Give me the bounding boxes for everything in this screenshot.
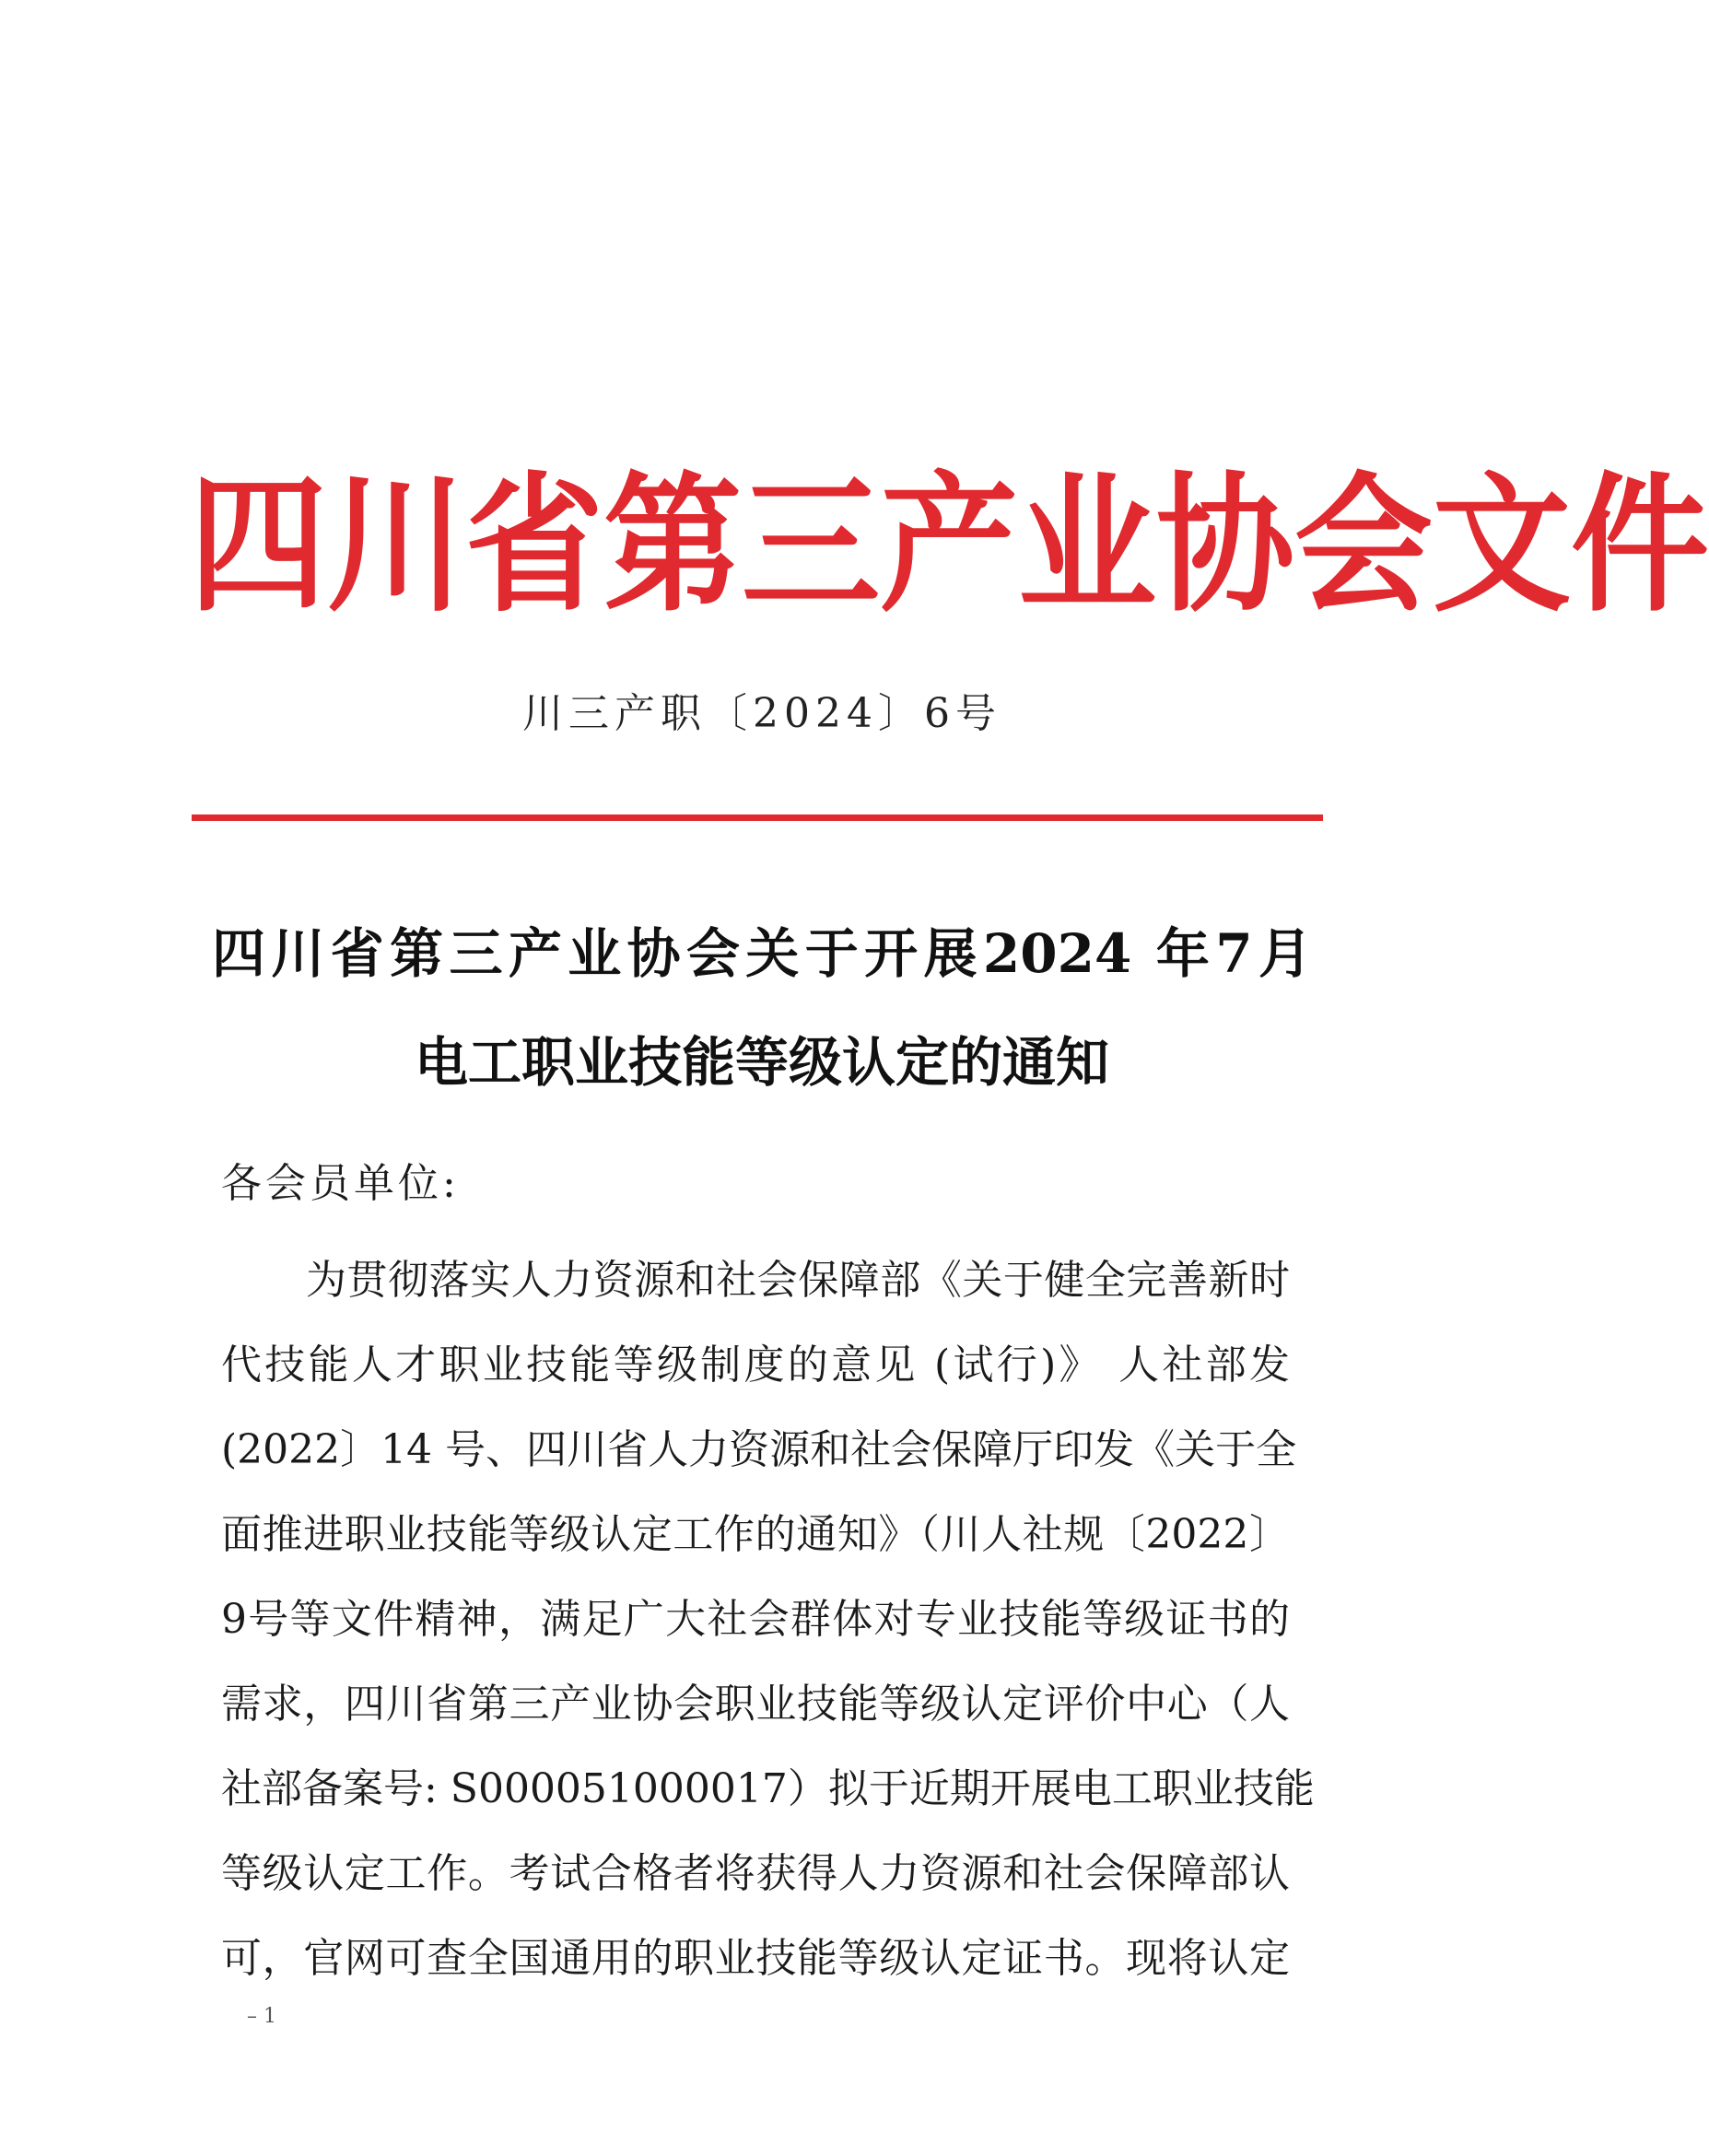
body-line: 社部备案号: S000051000017）拟于近期开展电工职业技能 [221,1765,1315,1812]
body-line: (2022〕14 号、四川省人力资源和社会保障厅印发《关于全 [221,1426,1297,1473]
notice-title-line-2: 电工职业技能等级认定的通知 [414,1031,1109,1094]
document-number: 川三产职〔2024〕6号 [522,690,1001,737]
body-line: 需求，四川省第三产业协会职业技能等级认定评价中心（人 [221,1681,1290,1728]
notice-body [221,1238,1315,2001]
red-separator-line [192,814,1323,821]
salutation: 各会员单位: [221,1160,460,1207]
body-line: 等级认定工作。考试合格者将获得人力资源和社会保障部认 [221,1850,1290,1897]
body-line: 为贯彻落实人力资源和社会保障部《关于健全完善新时 [306,1257,1290,1304]
page-number: – 1 [247,2005,276,2028]
body-line: 9号等文件精神，满足广大社会群体对专业技能等级证书的 [221,1596,1290,1643]
notice-title-line-1: 四川省第三产业协会关于开展2024 年7月 [212,922,1312,985]
body-line: 可，官网可查全国通用的职业技能等级认定证书。现将认定 [221,1935,1290,1982]
org-file-title: 四川省第三产业协会文件 [189,459,1709,633]
body-line: 面推进职业技能等级认定工作的通知》（川人社规〔2022〕 [221,1511,1290,1558]
body-line: 代技能人才职业技能等级制度的意见 (试行)》 人社部发 [221,1342,1290,1389]
